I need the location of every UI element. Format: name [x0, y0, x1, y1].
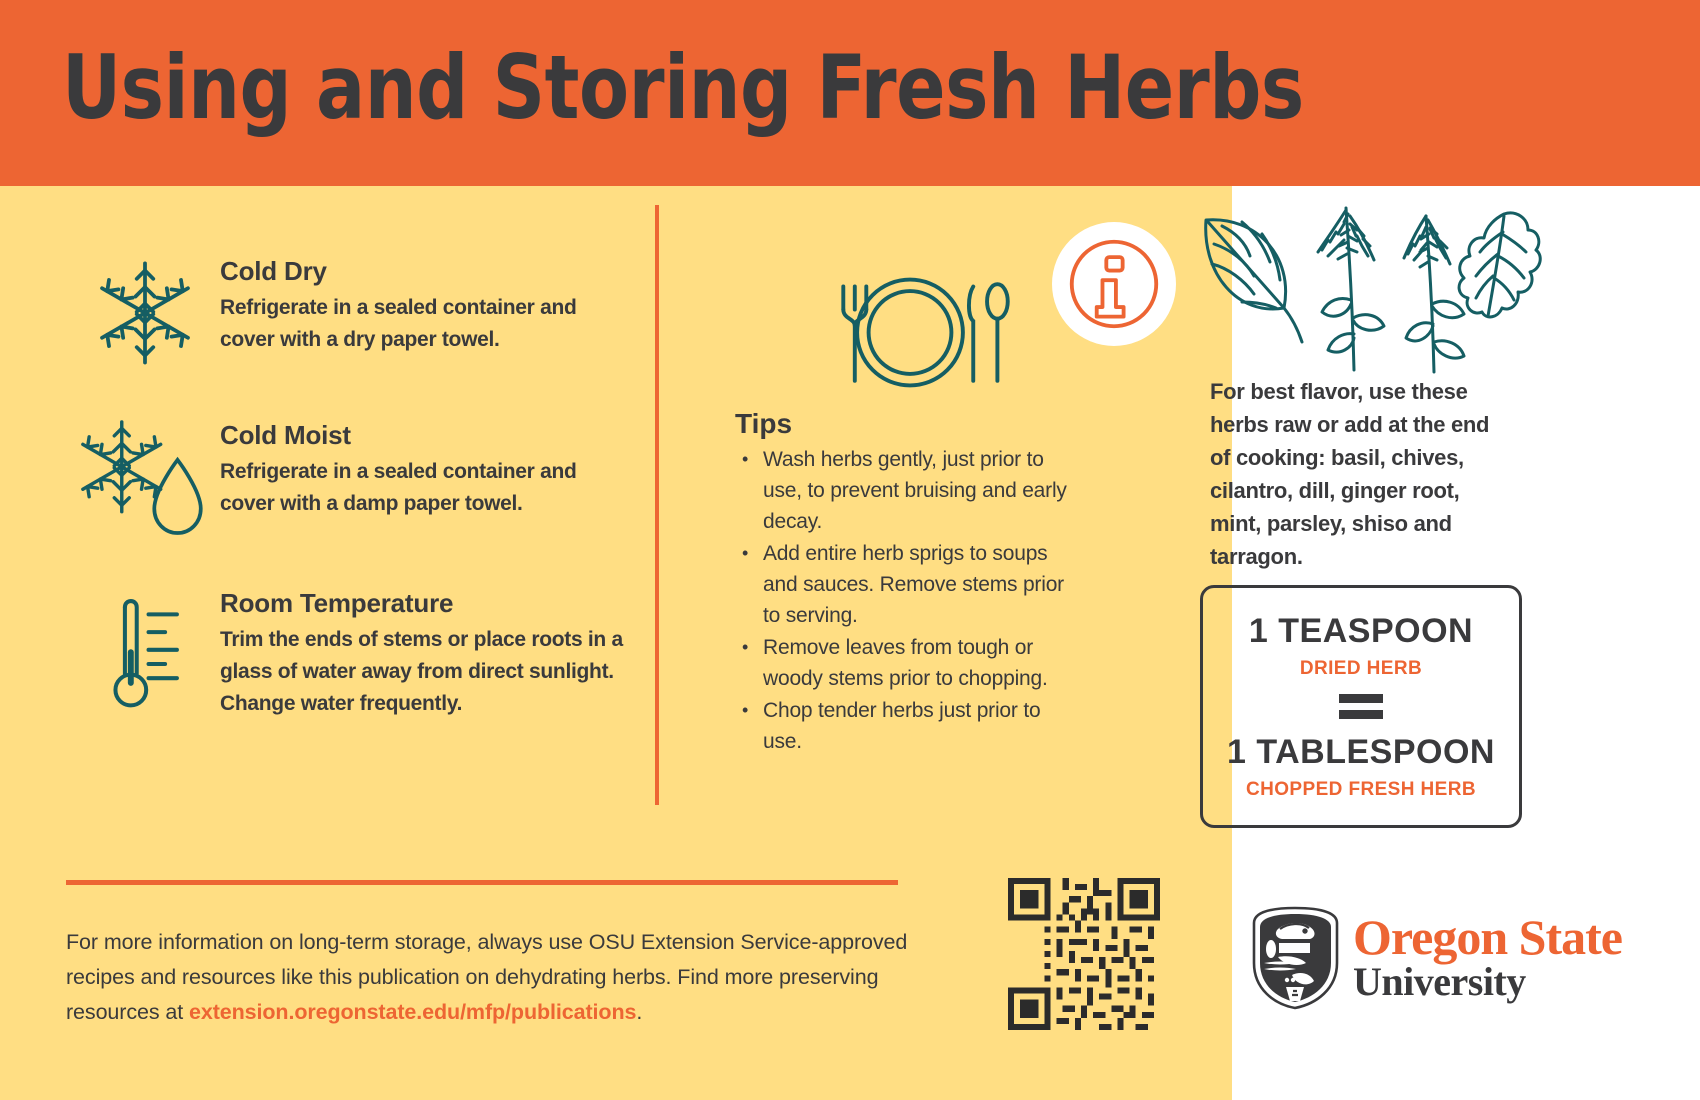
storage-method-text — [220, 414, 630, 520]
footer-url-link[interactable]: extension.oregonstate.edu/mfp/publications — [188, 1000, 637, 1024]
lavender-sprig-icon — [1404, 216, 1464, 372]
tips-title: Tips — [735, 408, 793, 439]
page-title: Using and Storing Fresh Herbs — [62, 36, 1304, 139]
osu-logo — [1248, 905, 1622, 1010]
storage-method-title: Cold Moist — [220, 420, 351, 450]
storage-method-body: Trim the ends of stems or place roots in a glass of water away from direct sunlight. Change water frequently. — [220, 628, 623, 715]
storage-method-body: Refrigerate in a sealed container and cover with a dry paper towel. — [220, 296, 577, 351]
conversion-top-label: DRIED HERB — [1299, 658, 1423, 679]
herb-illustrations — [1198, 200, 1543, 375]
conversion-bottom-amount: 1 TABLESPOON — [1227, 733, 1495, 771]
storage-method-room-temperature — [70, 582, 630, 720]
storage-method-title: Cold Dry — [220, 256, 327, 286]
storage-method-text — [220, 250, 630, 356]
footer-text-after: . — [636, 1000, 643, 1024]
thermometer-icon — [70, 582, 220, 716]
footer-text — [66, 925, 936, 1030]
conversion-box — [1200, 585, 1522, 828]
place-setting-icon — [795, 275, 1025, 390]
storage-method-cold-dry — [70, 250, 630, 372]
storage-method-title: Room Temperature — [220, 588, 454, 618]
list-item: • Remove leaves from tough or woody stems prior to chopping. — [735, 632, 1075, 694]
list-item: • Add entire herb sprigs to soups and sauces. Remove stems prior to serving. — [735, 538, 1075, 631]
list-item: • Wash herbs gently, just prior to use, to prevent bruising and early decay. — [735, 444, 1075, 537]
conversion-top-amount: 1 TEASPOON — [1248, 612, 1474, 650]
snowflake-droplet-icon — [70, 414, 220, 540]
snowflake-icon — [70, 250, 220, 372]
flavor-note-text: For best flavor, use these herbs raw or add at the end of cooking: basil, chives, cilantro, dill, ginger root, mint, parsley, shiso and tarragon. — [1210, 379, 1490, 569]
vertical-divider — [655, 205, 659, 805]
qr-code-icon[interactable] — [1008, 878, 1160, 1030]
storage-method-cold-moist — [70, 414, 630, 540]
osu-name-line1: Oregon State — [1353, 908, 1622, 965]
conversion-bottom-label: CHOPPED FRESH HERB — [1246, 779, 1476, 800]
footer-divider — [66, 880, 898, 885]
list-item: • Chop tender herbs just prior to use. — [735, 695, 1075, 757]
tips-list — [735, 444, 1075, 757]
basil-leaf-icon — [1206, 220, 1302, 342]
header-banner — [0, 0, 1700, 186]
storage-method-text — [220, 582, 630, 720]
osu-beaver-crest-icon — [1248, 905, 1343, 1010]
rosemary-sprig-icon — [1318, 208, 1384, 370]
tips-section — [735, 408, 1075, 758]
footer-text-before: For more information on long-term storage, always use OSU Extension Service-approved recipes and resources like this publication on dehydrating herbs. Find more preserving resources at — [66, 930, 908, 1024]
storage-method-body: Refrigerate in a sealed container and cover with a damp paper towel. — [220, 460, 577, 515]
osu-wordmark — [1353, 908, 1622, 1004]
equals-icon — [1339, 694, 1383, 719]
info-circle-icon — [1052, 222, 1176, 346]
osu-name-line2: University — [1353, 958, 1526, 1004]
storage-methods-list — [70, 250, 630, 720]
oak-leaf-icon — [1459, 213, 1540, 317]
